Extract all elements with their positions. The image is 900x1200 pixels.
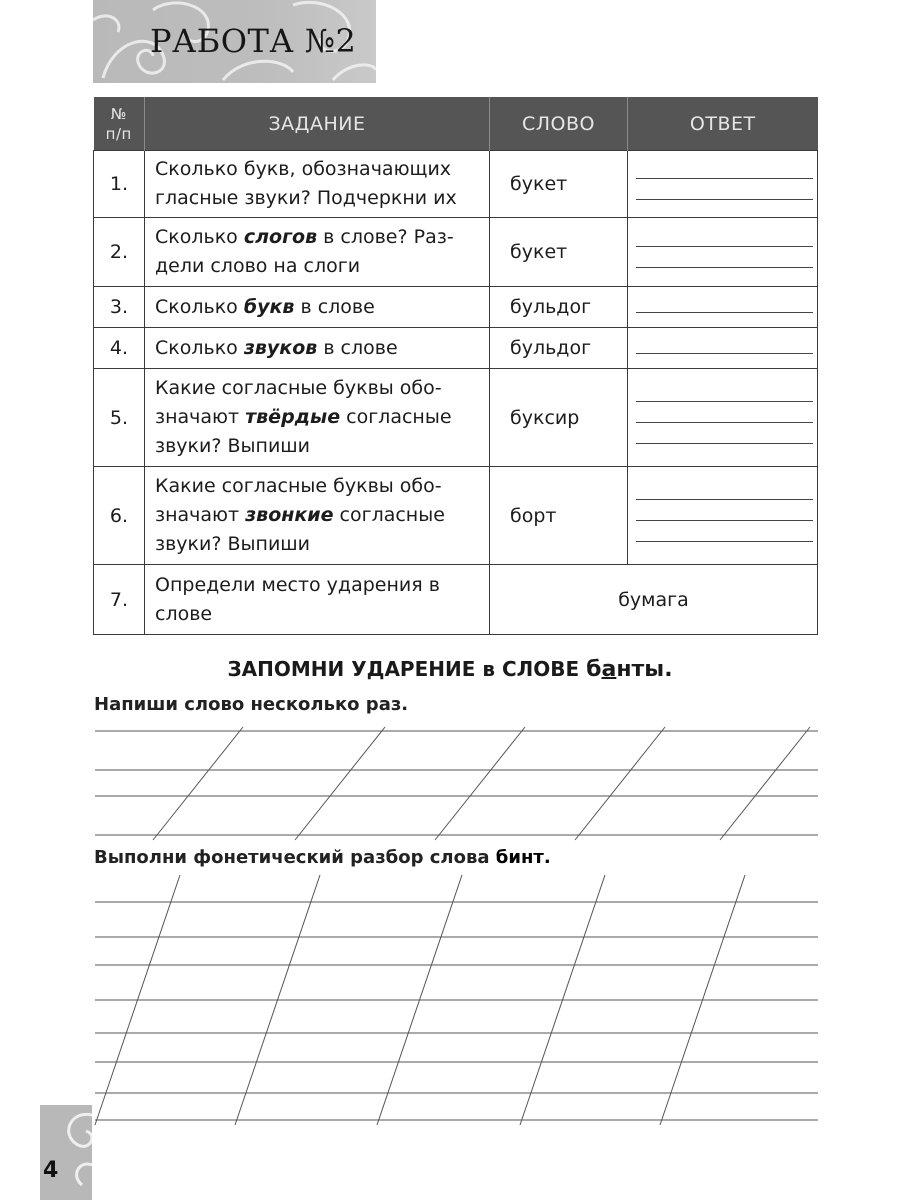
task-cell: Сколько букв в слове	[145, 287, 490, 328]
row-number: 7.	[94, 565, 145, 635]
instruction-write-word: Напиши слово несколько раз.	[94, 694, 409, 715]
word-cell: бульдог	[490, 328, 628, 369]
header-number: № п/п	[94, 97, 145, 151]
word-cell: борт	[490, 467, 628, 565]
header-word: СЛОВО	[490, 97, 628, 151]
task-cell: Сколько букв, обозначающих гласные звуки? Подчеркни их	[145, 151, 490, 218]
task-cell: Определи место ударения в слове	[145, 565, 490, 635]
word-cell: букет	[490, 151, 628, 218]
instruction-phonetic: Выполни фонетический разбор слова бинт.	[94, 847, 551, 868]
header-task: ЗАДАНИЕ	[145, 97, 490, 151]
row-number: 4.	[94, 328, 145, 369]
row-number: 1.	[94, 151, 145, 218]
row-number: 3.	[94, 287, 145, 328]
task-cell: Сколько слогов в слове? Раз- дели слово на слоги	[145, 218, 490, 287]
row-number: 2.	[94, 218, 145, 287]
word-cell: бульдог	[490, 287, 628, 328]
word-cell: букет	[490, 218, 628, 287]
row-number: 6.	[94, 467, 145, 565]
accent-word: банты.	[586, 657, 673, 682]
task-cell: Какие согласные буквы обо- значают твёрдые согласные звуки? Выпиши	[145, 369, 490, 467]
stressed-vowel: а	[601, 657, 617, 682]
word-cell: буксир	[490, 369, 628, 467]
remember-heading: ЗАПОМНИ УДАРЕНИЕ в СЛОВЕ банты.	[227, 657, 673, 682]
task-cell: Сколько звуков в слове	[145, 328, 490, 369]
page-number: 4	[43, 1158, 59, 1183]
word-cell: бумага	[490, 565, 818, 635]
row-number: 5.	[94, 369, 145, 467]
page-corner-ornament	[40, 1105, 92, 1200]
swirl-ornament-icon	[40, 1105, 92, 1200]
header-answer: ОТВЕТ	[628, 97, 818, 151]
task-cell: Какие согласные буквы обо- значают звонкие согласные звуки? Выпиши	[145, 467, 490, 565]
page-title: РАБОТА №2	[150, 22, 357, 60]
